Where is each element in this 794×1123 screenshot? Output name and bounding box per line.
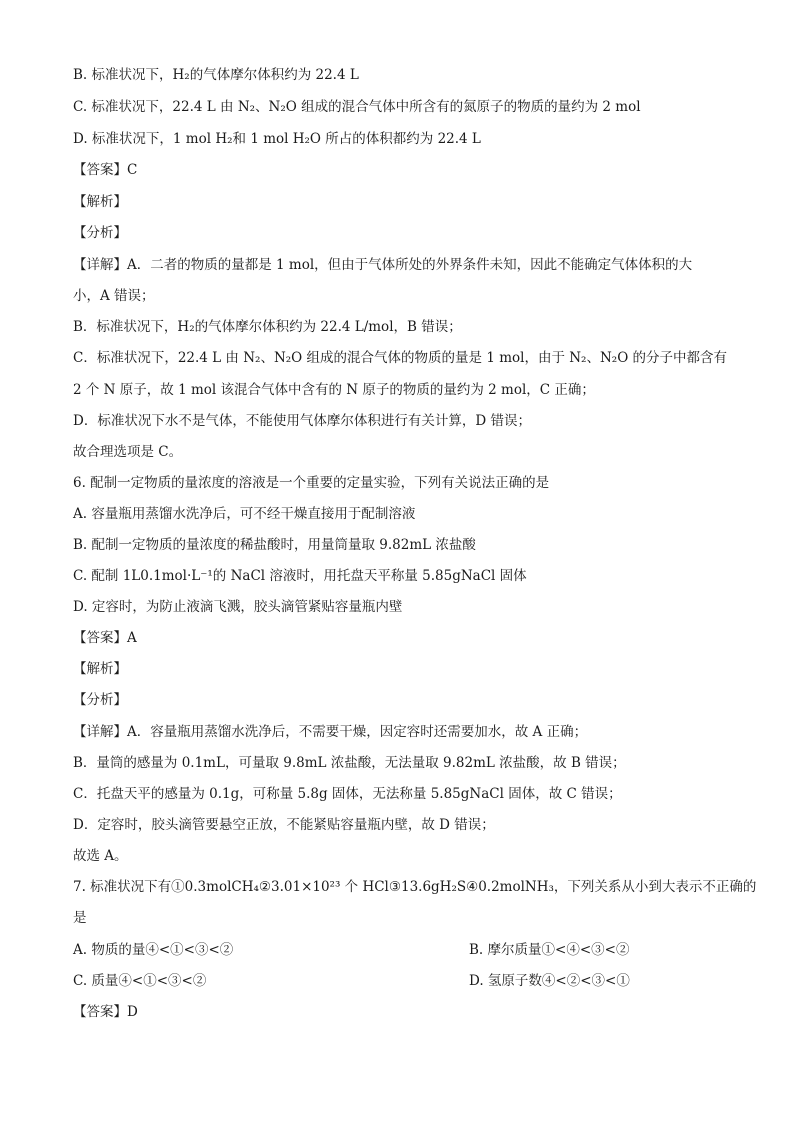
q5-option-c: C. 标准状况下，22.4 L 由 N₂、N₂O 组成的混合气体中所含有的氮原子的物质的量约为 2 mol xyxy=(73,99,641,115)
q5-detail-2: B．标准状况下，H₂的气体摩尔体积约为 22.4 L/mol，B 错误； xyxy=(73,319,462,335)
q5-detail-3: C．标准状况下，22.4 L 由 N₂、N₂O 组成的混合气体的物质的量是 1 mol，由于 N₂、N₂O 的分子中都含有 xyxy=(73,350,728,366)
q6-detail-3: C．托盘天平的感量为 0.1g，可称量 5.8g 固体，无法称量 5.85gNaCl 固体，故 C 错误； xyxy=(73,786,622,802)
q7-stem-b: 是 xyxy=(73,910,87,926)
q5-fenxi-tag: 【分析】 xyxy=(73,225,127,241)
q5-analysis-tag: 【解析】 xyxy=(73,194,127,210)
q5-option-d: D. 标准状况下，1 mol H₂和 1 mol H₂O 所占的体积都约为 22.4 L xyxy=(73,131,481,147)
q5-detail-1: 【详解】A．二者的物质的量都是 1 mol，但由于气体所处的外界条件未知，因此不能确定气体体积的大 xyxy=(73,257,693,273)
q5-answer: 【答案】C xyxy=(73,162,138,178)
q6-stem: 6. 配制一定物质的量浓度的溶液是一个重要的定量实验，下列有关说法正确的是 xyxy=(73,475,550,491)
q6-option-d: D. 定容时，为防止液滴飞溅，胶头滴管紧贴容量瓶内壁 xyxy=(73,599,403,615)
q6-fenxi-tag: 【分析】 xyxy=(73,692,127,708)
q5-conclusion: 故合理选项是 C。 xyxy=(73,444,183,460)
q5-detail-4: D．标准状况下水不是气体，不能使用气体摩尔体积进行有关计算，D 错误； xyxy=(73,413,531,429)
q5-detail-1b: 小，A 错误； xyxy=(73,288,155,304)
q7-option-a: A. 物质的量④<①<③<② xyxy=(73,942,234,958)
q7-option-c: C. 质量④<①<③<② xyxy=(73,973,207,989)
q6-detail-2: B．量筒的感量为 0.1mL，可量取 9.8mL 浓盐酸，无法量取 9.82mL 浓盐酸，故 B 错误； xyxy=(73,755,626,771)
q6-option-b: B. 配制一定物质的量浓度的稀盐酸时，用量筒量取 9.82mL 浓盐酸 xyxy=(73,537,476,553)
q7-options-row-1 xyxy=(73,940,734,960)
q6-option-c: C. 配制 1L0.1mol·L⁻¹的 NaCl 溶液时，用托盘天平称量 5.85gNaCl 固体 xyxy=(73,568,527,584)
q7-options-row-2 xyxy=(73,971,734,991)
q6-conclusion: 故选 A。 xyxy=(73,848,128,864)
q5-option-b: B. 标准状况下，H₂的气体摩尔体积约为 22.4 L xyxy=(73,67,359,83)
q7-answer: 【答案】D xyxy=(73,1004,138,1020)
q6-detail-1: 【详解】A．容量瓶用蒸馏水洗净后，不需要干燥，因定容时还需要加水，故 A 正确； xyxy=(73,724,588,740)
q7-option-d: D. 氢原子数④<②<③<① xyxy=(469,973,630,989)
q6-detail-4: D．定容时，胶头滴管要悬空正放，不能紧贴容量瓶内壁，故 D 错误； xyxy=(73,817,495,833)
q6-analysis-tag: 【解析】 xyxy=(73,661,127,677)
q7-stem: 7. 标准状况下有①0.3molCH₄②3.01×10²³ 个 HCl③13.6gH₂S④0.2molNH₃，下列关系从小到大表示不正确的 xyxy=(73,879,757,895)
q6-answer: 【答案】A xyxy=(73,630,137,646)
q7-option-b: B. 摩尔质量①<④<③<② xyxy=(469,942,630,958)
q6-option-a: A. 容量瓶用蒸馏水洗净后，可不经干燥直接用于配制溶液 xyxy=(73,506,416,522)
q5-detail-3b: 2 个 N 原子，故 1 mol 该混合气体中含有的 N 原子的物质的量约为 2 mol，C 正确； xyxy=(73,382,595,398)
